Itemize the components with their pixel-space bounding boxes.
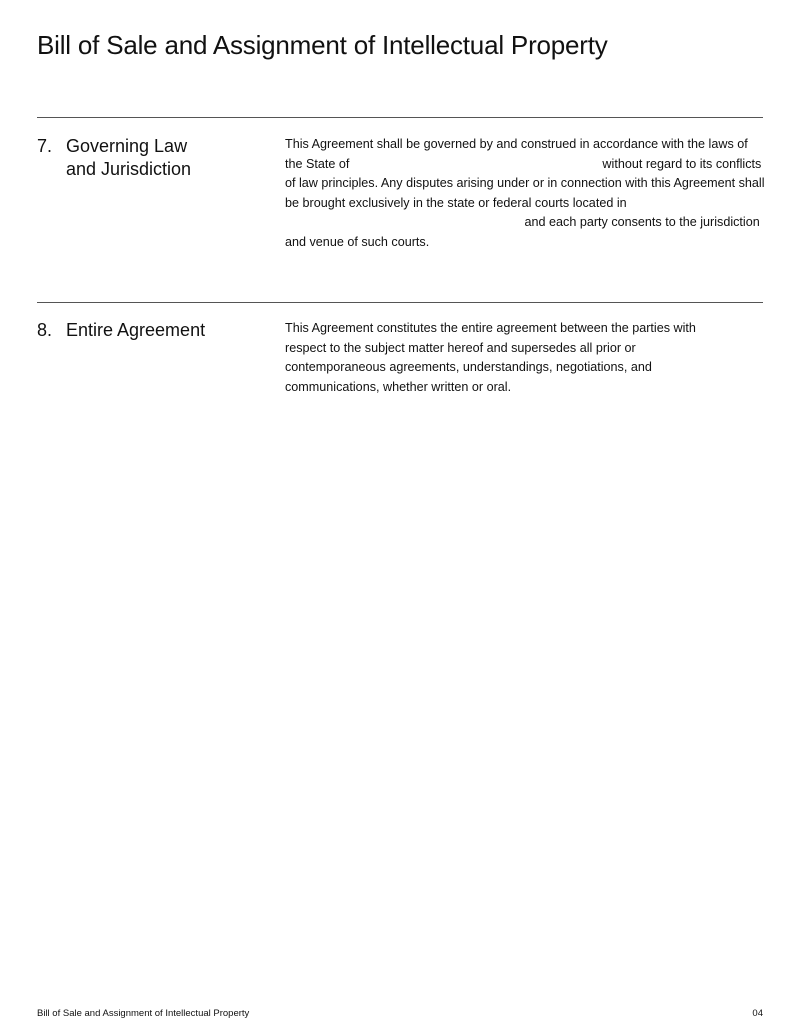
section-body: This Agreement constitutes the entire agreement between the parties with respect to the subject matter hereof and supersedes all prior or contemporaneous agreements, understandings, negotiations, and communications, whether written or oral. — [285, 321, 696, 394]
body-text: without regard to its conflicts of law principles. Any disputes arising under or in connection with this Agreement shall be brought exclusively in the state or federal courts located in — [285, 156, 765, 210]
footer-title: Bill of Sale and Assignment of Intellectual Property — [37, 1008, 250, 1019]
page-number: 04 — [752, 1008, 763, 1019]
section-body — [285, 135, 765, 253]
court-location-field[interactable] — [285, 216, 521, 230]
section-divider — [37, 117, 763, 118]
section-number: 8. — [37, 320, 53, 340]
state-field[interactable] — [353, 157, 599, 171]
body-text: This Agreement shall be governed by and construed in accordance with the laws of the State of — [285, 137, 748, 171]
document-title: Bill of Sale and Assignment of Intellectual Property — [37, 30, 608, 60]
body-text: and each party consents to the jurisdiction and venue of such courts. — [285, 215, 760, 249]
section-heading: Governing Law and Jurisdiction — [66, 136, 192, 179]
section-heading: Entire Agreement — [66, 320, 206, 340]
section-divider — [37, 302, 763, 303]
section-number: 7. — [37, 136, 53, 156]
